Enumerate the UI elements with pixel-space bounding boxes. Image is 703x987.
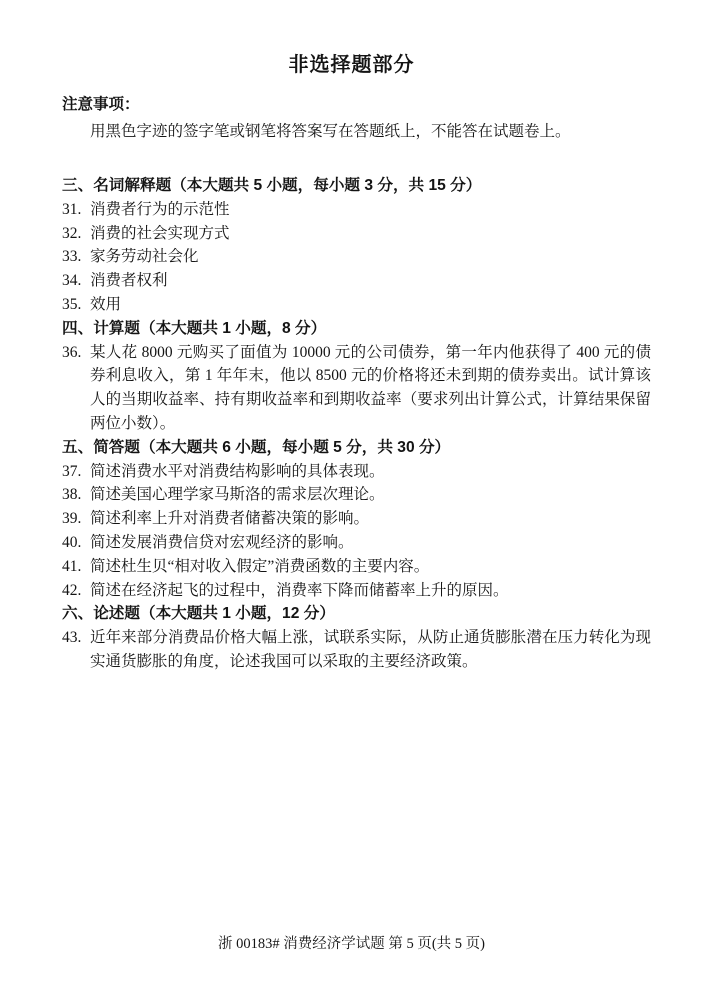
question-row	[62, 626, 651, 674]
question-row	[62, 198, 651, 222]
question-text: 简述杜生贝“相对收入假定”消费函数的主要内容。	[90, 557, 430, 575]
question-sections	[62, 174, 651, 674]
section	[62, 174, 651, 317]
question-text: 简述消费水平对消费结构影响的具体表现。	[90, 462, 385, 480]
page-footer: 浙 00183# 消费经济学试题 第 5 页(共 5 页)	[217, 936, 486, 952]
question-text: 简述美国心理学家马斯洛的需求层次理论。	[90, 486, 385, 504]
question-text: 消费的社会实现方式	[90, 224, 230, 242]
question-number: 41.	[62, 557, 82, 575]
question-row	[62, 579, 651, 603]
question-number: 31.	[62, 200, 82, 218]
question-number: 39.	[62, 510, 82, 528]
section-heading: 三、名词解释题（本大题共 5 小题，每小题 3 分，共 15 分）	[62, 177, 482, 194]
question-row	[62, 269, 651, 293]
question-number: 34.	[62, 272, 82, 290]
section	[62, 317, 651, 436]
question-number: 37.	[62, 462, 82, 480]
section-heading: 五、简答题（本大题共 6 小题，每小题 5 分，共 30 分）	[62, 438, 451, 456]
question-row	[62, 293, 651, 317]
question-number: 35.	[62, 295, 82, 313]
question-number: 38.	[62, 486, 82, 504]
question-text: 近年来部分消费品价格大幅上涨，试联系实际，从防止通货膨胀潜在压力转化为现实通货膨胀的角度，论述我国可以采取的主要经济政策。	[90, 629, 651, 670]
question-number: 36.	[62, 343, 82, 361]
question-text: 家务劳动社会化	[90, 248, 199, 266]
question-row	[62, 245, 651, 269]
question-number: 40.	[62, 533, 82, 551]
section	[62, 602, 651, 673]
page-title: 非选择题部分	[288, 54, 415, 76]
question-text: 效用	[90, 295, 122, 313]
question-text: 简述利率上升对消费者储蓄决策的影响。	[90, 510, 370, 528]
question-number: 33.	[62, 248, 82, 266]
question-row	[62, 222, 651, 246]
notice-text: 用黑色字迹的签字笔或钢笔将答案写在答题纸上，不能答在试题卷上。	[90, 123, 571, 140]
question-text: 简述发展消费信贷对宏观经济的影响。	[90, 533, 354, 551]
section-heading: 六、论述题（本大题共 1 小题，12 分）	[62, 605, 335, 623]
question-number: 32.	[62, 224, 82, 242]
question-number: 42.	[62, 581, 82, 599]
section	[62, 436, 651, 603]
question-number: 43.	[62, 629, 82, 647]
question-row	[62, 555, 651, 579]
question-row	[62, 531, 651, 555]
question-row	[62, 483, 651, 507]
notice-label: 注意事项：	[62, 96, 140, 113]
question-text: 消费者行为的示范性	[90, 200, 230, 218]
question-text: 消费者权利	[90, 272, 168, 290]
question-text: 简述在经济起飞的过程中，消费率下降而储蓄率上升的原因。	[90, 581, 509, 599]
section-heading: 四、计算题（本大题共 1 小题，8 分）	[62, 319, 327, 337]
question-row	[62, 460, 651, 484]
question-row	[62, 507, 651, 531]
question-row	[62, 341, 651, 436]
question-text: 某人花 8000 元购买了面值为 10000 元的公司债券，第一年内他获得了 400 元的债券利息收入，第 1 年年末，他以 8500 元的价格将还未到期的债券卖出。试计算该人的当期收益率、持有期收益率和到期收益率（要求列出计算公式，计算结果保留两位小数）。	[90, 343, 651, 432]
